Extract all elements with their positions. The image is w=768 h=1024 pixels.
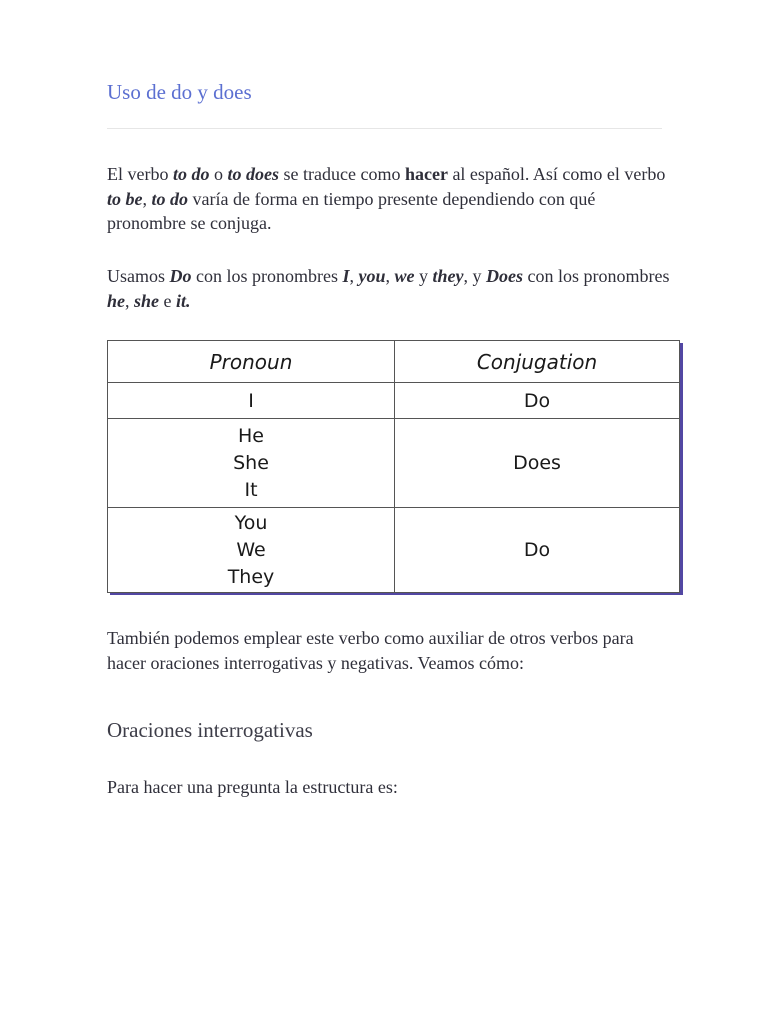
pronoun: You [234, 511, 268, 534]
emphasis-he: he [107, 290, 125, 311]
emphasis-you: you [358, 266, 386, 286]
table-row [108, 419, 680, 508]
text-run: Usamos [107, 266, 170, 286]
conjugation-cell: Do [395, 383, 680, 419]
emphasis-to-does: to does [227, 164, 279, 184]
usage-paragraph [107, 264, 677, 313]
text-run: e [159, 290, 177, 311]
emphasis-i: I [342, 266, 350, 286]
emphasis-it: it. [176, 290, 191, 311]
text-run: se traduce como [279, 164, 405, 184]
emphasis-to-do: to do [172, 164, 210, 184]
pronoun: They [227, 565, 275, 588]
conjugation-table [107, 340, 680, 593]
structure-paragraph: Para hacer una pregunta la estructura es: [107, 777, 398, 797]
text-run: El verbo [107, 164, 173, 184]
emphasis-she: she [134, 290, 160, 311]
text-run: varía de forma en tiempo presente dependiendo con qué pronombre se conjuga. [107, 188, 596, 233]
text-run: con los pronombres [191, 266, 343, 286]
pronoun: It [244, 478, 258, 501]
table-row [108, 383, 680, 419]
emphasis-to-be: to be [107, 188, 143, 209]
pronoun: She [233, 451, 269, 474]
text-run: o [209, 164, 228, 184]
text-run: y [414, 266, 433, 286]
emphasis-does: Does [486, 266, 523, 286]
text-run: , [349, 266, 359, 286]
emphasis-we: we [394, 266, 415, 286]
column-header-conjugation: Conjugation [395, 341, 680, 383]
emphasis-hacer: hacer [404, 164, 448, 184]
pronoun: I [248, 389, 254, 412]
text-run: , [125, 290, 134, 311]
emphasis-do: Do [169, 266, 192, 286]
pronoun-cell [108, 508, 395, 593]
conjugation-cell: Does [395, 419, 680, 508]
auxiliary-paragraph: También podemos emplear este verbo como auxiliar de otros verbos para hacer oraciones interrogativas y negativas. Veamos cómo: [107, 628, 634, 673]
text-run: con los pronombres [523, 266, 670, 286]
conjugation-table-image [107, 340, 680, 592]
pronoun-cell [108, 383, 395, 419]
emphasis-they: they [432, 266, 464, 286]
column-header-pronoun: Pronoun [108, 341, 395, 383]
pronoun-cell [108, 419, 395, 508]
text-run: , [385, 266, 395, 286]
title-divider [107, 128, 662, 129]
table-row [108, 508, 680, 593]
pronoun: He [238, 424, 264, 447]
section-heading: Oraciones interrogativas [107, 718, 313, 742]
text-run: al español. Así como el verbo [447, 164, 666, 184]
conjugation-cell: Do [395, 508, 680, 593]
emphasis-to-do: to do [151, 188, 189, 209]
table-header-row [108, 341, 680, 383]
intro-paragraph [107, 162, 677, 236]
pronoun: We [236, 538, 266, 561]
page-title: Uso de do y does [107, 80, 252, 104]
text-run: , [142, 188, 152, 209]
text-run: , y [463, 266, 486, 286]
